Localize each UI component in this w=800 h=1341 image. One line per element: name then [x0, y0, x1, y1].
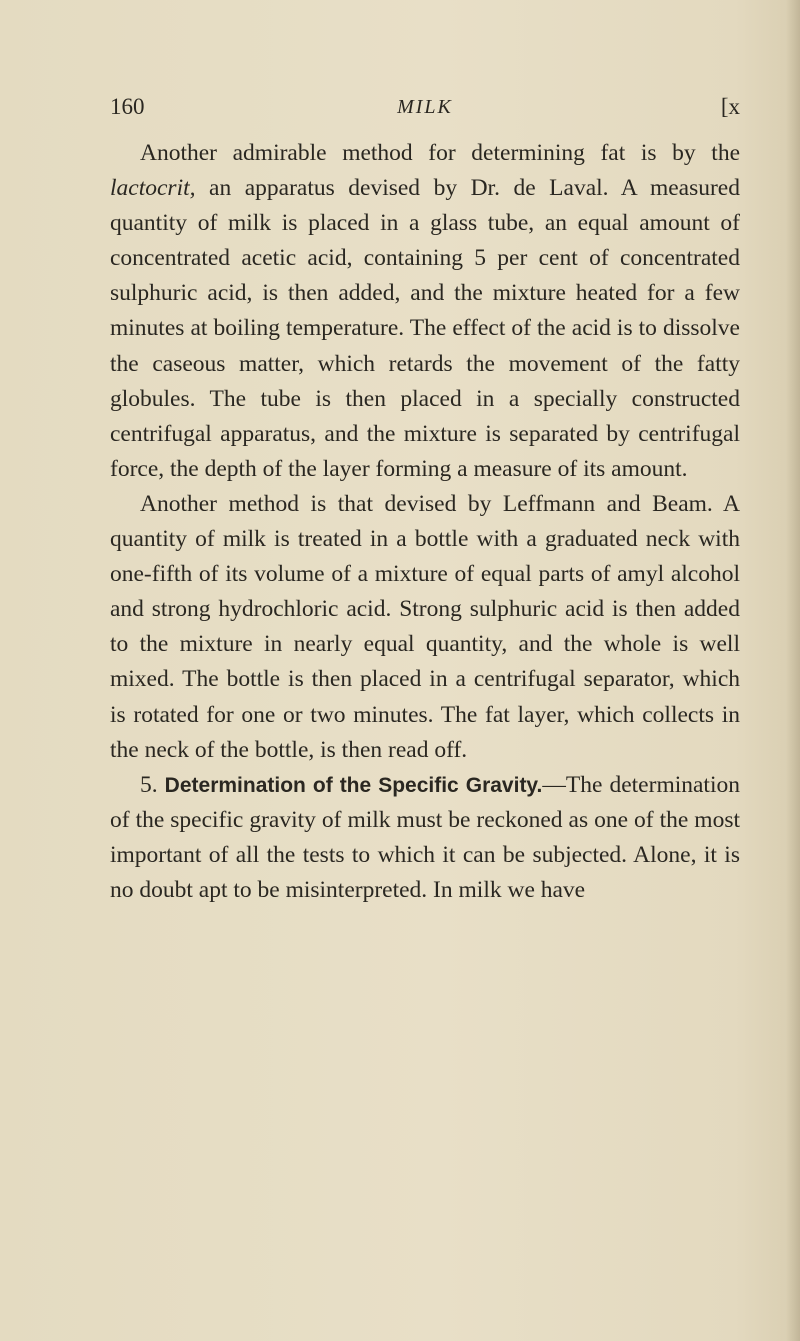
page-header [110, 92, 740, 122]
body-text [110, 136, 740, 908]
paragraph-text: an apparatus devised by Dr. de Laval. A measured quantity of milk is placed in a glass tube, an equal amount of concentrated acetic acid, containing 5 per cent of concentrated sulphuric acid, is then added, and the mixture heated for a few minutes at boiling temperature. The effect of the acid is to dissolve the caseous matter, which retards the movement of the fatty globules. The tube is then placed in a specially constructed centrifugal apparatus, and the mixture is separated by centrifugal force, the depth of the layer forming a measure of its amount. [110, 175, 740, 482]
paragraph-specific-gravity [110, 768, 740, 908]
paragraph-lactocrit [110, 136, 740, 487]
section-heading: Determination of the Specific Gravity. [164, 773, 543, 797]
section-number: 5. [140, 771, 158, 798]
page-edge-shadow [786, 0, 800, 1341]
section-mark: [x [720, 94, 740, 119]
paragraph-text: Another admirable method for determining fat is by the [140, 140, 740, 166]
paragraph-text: Another method is that devised by Leffmann and Beam. A quantity of milk is treated in a bottle with a graduated neck with one-fifth of its volume of a mixture of equal parts of amyl alcohol and strong hydrochloric acid. Strong sulphuric acid is then added to the mixture in nearly equal quantity, and the whole is well mixed. The bottle is then placed in a centrifugal separator, which is rotated for one or two minutes. The fat layer, which collects in the neck of the bottle, is then read off. [110, 490, 740, 763]
lactocrit-term: lactocrit, [110, 175, 196, 202]
running-title: MILK [397, 96, 453, 118]
paragraph-leffmann-beam [110, 487, 740, 768]
page-number: 160 [110, 94, 145, 119]
paragraph-text: —The determination of the specific gravity of milk must be reckoned as one of the most important of all the tests to which it can be subjected. Alone, it is no doubt apt to be misinterpreted. In milk we have [110, 771, 740, 903]
